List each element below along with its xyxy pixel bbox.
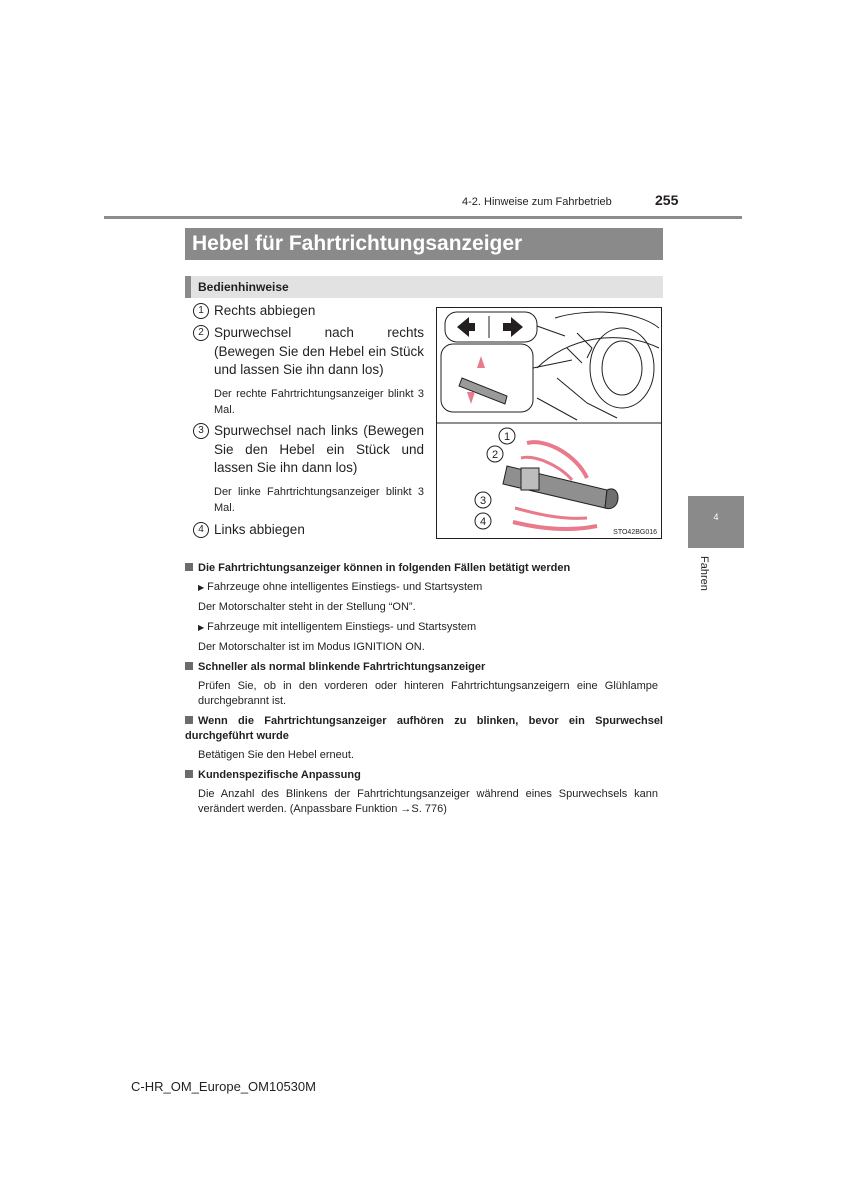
- subheading: Bedienhinweise: [185, 276, 663, 298]
- item-number-3: 3: [193, 423, 209, 439]
- document-code: C-HR_OM_Europe_OM10530M: [131, 1079, 316, 1094]
- section-1-line-2: Der Motorschalter steht in der Stellung “ON”.: [198, 601, 416, 613]
- lever-illustration: [436, 307, 662, 539]
- figure-label-1: 1: [503, 431, 511, 443]
- item-text-2: Spurwechsel nach rechts (Bewegen Sie den Hebel ein Stück und lassen Sie ihn dann los): [214, 325, 424, 377]
- square-bullet-icon: [185, 662, 193, 670]
- item-number-1: 1: [193, 303, 209, 319]
- section-1-line-1: ▶ Fahrzeuge ohne intelligentes Einstiegs- und Startsystem: [198, 581, 483, 593]
- inset-callout-line: [533, 360, 572, 368]
- lever-detail: [503, 442, 618, 529]
- figure-code: STO42BG016: [613, 529, 657, 536]
- section-4-text: Die Anzahl des Blinkens der Fahrtrichtungsanzeiger während eines Spurwechsels kann verändert werden. (Anpassbare Funktion →S. 776): [198, 788, 658, 815]
- figure-label-2: 2: [491, 449, 499, 461]
- item-text-4: Links abbiegen: [214, 522, 305, 537]
- item-text-3: Spurwechsel nach links (Bewegen Sie den Hebel ein Stück und lassen Sie ihn dann los): [214, 423, 424, 475]
- section-title-3: Wenn die Fahrtrichtungsanzeiger aufhören zu blinken, bevor ein Spurwechsel durchgeführt wurde: [185, 715, 663, 742]
- section-title-4: Kundenspezifische Anpassung: [185, 768, 361, 783]
- figure-label-3: 3: [479, 495, 487, 507]
- triangle-bullet-icon: ▶: [198, 583, 205, 592]
- square-bullet-icon: [185, 563, 193, 571]
- square-bullet-icon: [185, 716, 193, 724]
- triangle-bullet-icon: ▶: [198, 623, 205, 632]
- page-title: Hebel für Fahrtrichtungsanzeiger: [185, 228, 663, 260]
- section-3-text: Betätigen Sie den Hebel erneut.: [198, 749, 354, 761]
- item-number-2: 2: [193, 325, 209, 341]
- section-2-text: Prüfen Sie, ob in den vorderen oder hinteren Fahrtrichtungsanzeigern eine Glühlampe durchgebrannt ist.: [198, 680, 658, 707]
- item-note-2: Der rechte Fahrtrichtungsanzeiger blinkt 3 Mal.: [214, 388, 424, 416]
- section-1-line-4: Der Motorschalter ist im Modus IGNITION ON.: [198, 641, 425, 653]
- item-note-3: Der linke Fahrtrichtungsanzeiger blinkt 3 Mal.: [214, 486, 424, 514]
- square-bullet-icon: [185, 770, 193, 778]
- item-number-4: 4: [193, 522, 209, 538]
- section-header: 4-2. Hinweise zum Fahrbetrieb: [462, 196, 612, 208]
- section-title-1: Die Fahrtrichtungsanzeiger können in folgenden Fällen betätigt werden: [185, 561, 570, 576]
- chapter-label: Fahren: [698, 556, 710, 591]
- page-number: 255: [655, 192, 679, 208]
- section-1-line-3: ▶ Fahrzeuge mit intelligentem Einstiegs- und Startsystem: [198, 621, 477, 633]
- header-divider: [104, 216, 742, 219]
- section-title-2: Schneller als normal blinkende Fahrtrichtungsanzeiger: [185, 660, 485, 675]
- lever-illustration-svg: [437, 308, 661, 538]
- item-text-1: Rechts abbiegen: [214, 303, 316, 318]
- inset-box: [441, 344, 533, 412]
- figure-label-4: 4: [479, 516, 487, 528]
- chapter-tab: 4: [688, 496, 744, 548]
- callout-line: [537, 326, 565, 336]
